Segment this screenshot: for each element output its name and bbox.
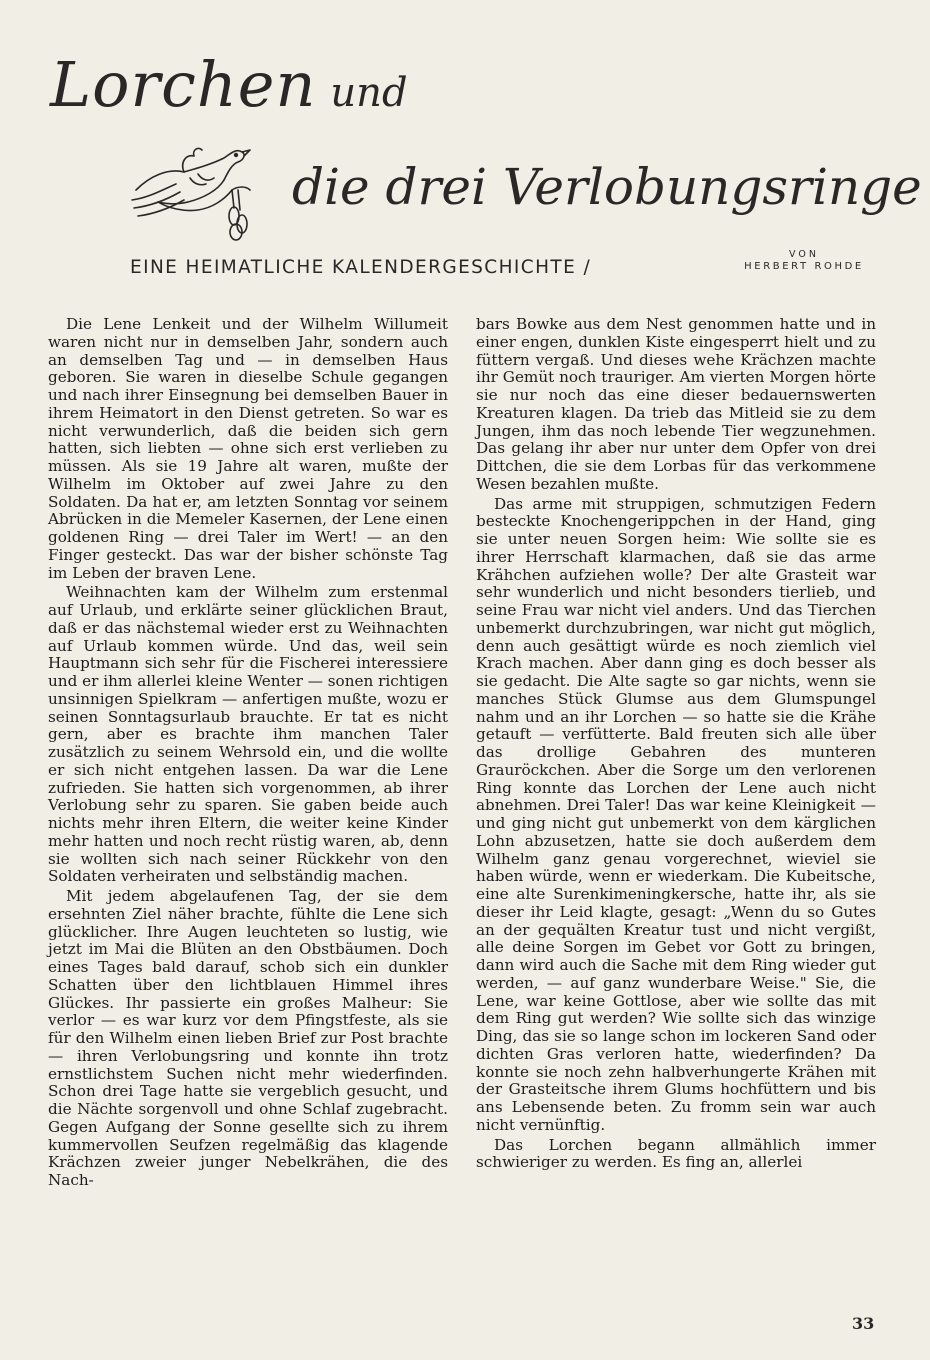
text-column-right (476, 316, 876, 1172)
paragraph: bars Bowke aus dem Nest genommen hatte und in einer engen, dunklen Kiste eingesperrt hielt und zu füttern vergaß. Und dieses wehe Krächzen machte ihr Gemüt noch trauriger. Am vierten Morgen hörte sie nur noch das eine dieser bedauernswerten Kreaturen klagen. Da trieb das Mitleid sie zu dem Jungen, ihm das noch lebende Tier wegzunehmen. Das gelang ihr aber nur unter dem Opfer von drei Dittchen, die sie dem Lorbas für das verkommene Wesen bezahlen mußte. (476, 315, 876, 493)
paragraph: Das Lorchen begann allmählich immer schwieriger zu werden. Es fing an, allerlei (476, 1135, 876, 1172)
byline-von: VON (789, 249, 819, 260)
title-lorchen: Lorchen (50, 48, 317, 121)
title-line-1 (50, 48, 408, 121)
title-line-2: die drei Verlobungsringe (292, 158, 922, 216)
paragraph: Weihnachten kam der Wilhelm zum erstenmal auf Urlaub, und erklärte seiner glücklichen Braut, daß er das nächstemal wieder erst zu Weihnachten auf Urlaub kommen würde. Und das, weil sein Hauptmann sich sehr für die Fischerei interessiere und er ihm allerlei kleine Wenter — sonen richtigen unsinnigen Spielkram — anfertigen mußte, wozu er seinen Sonntagsurlaub brauchte. Er tat es nicht gern, aber es brachte ihm manchen Taler zusätzlich zu seinem Wehrsold ein, und die wollte er sich nicht entgehen lassen. Da war die Lene zufrieden. Sie hatten sich vorgenommen, ab ihrer Verlobung sehr zu sparen. Sie gaben beide auch nichts mehr ihren Eltern, die weiter keine Kinder mehr hatten und noch recht rüstig waren, ab, denn sie wollten sich nach seiner Rückkehr von den Soldaten verheiraten und selbständig machen. (48, 583, 448, 886)
text-column-left (48, 316, 448, 1190)
paragraph: Mit jedem abgelaufenen Tag, der sie dem ersehnten Ziel näher brachte, fühlte die Lene sich glücklicher. Ihre Augen leuchteten so lustig, wie jetzt im Mai die Blüten an den Obstbäumen. Doch eines Tages bald darauf, schob sich ein dunkler Schatten über den lichtblauen Himmel ihres Glückes. Ihr passierte ein großes Malheur: Sie verlor — es war kurz vor dem Pfingstfeste, als sie für den Wilhelm einen lieben Brief zur Post brachte — ihren Verlobungsring und konnte ihn trotz ernstlichstem Suchen nicht mehr wiederfinden. Schon drei Tage hatte sie vergeblich gesucht, und die Nächte sorgenvoll und ohne Schlaf zugebracht. Gegen Aufgang der Sonne gesellte sich zu ihrem kummervollen Seufzen regelmäßig das klagende Krächzen zweier junger Nebelkrähen, die des Nach- (48, 887, 448, 1189)
author-name: HERBERT ROHDE (744, 261, 864, 272)
paragraph: Die Lene Lenkeit und der Wilhelm Willumeit waren nicht nur in demselben Jahr, sondern auch an demselben Tag und — in demselben Haus geboren. Sie waren in dieselbe Schule gegangen und nach ihrer Einsegnung bei demselben Bauer in ihrem Heimatort in den Dienst getreten. So war es nicht verwunderlich, daß die beiden sich gern hatten, sich liebten — ohne sich erst verlieben zu müssen. Als sie 19 Jahre alt waren, mußte der Wilhelm im Oktober auf zwei Jahre zu den Soldaten. Da hat er, am letzten Sonntag vor seinem Abrücken in die Memeler Kasernen, der Lene einen goldenen Ring — drei Taler im Wert! — an den Finger gesteckt. Das war der bisher schönste Tag im Leben der braven Lene. (48, 315, 448, 582)
dove-with-rings-icon (128, 128, 268, 246)
title-und: und (330, 70, 408, 116)
page-number: 33 (852, 1314, 875, 1333)
paragraph: Das arme mit struppigen, schmutzigen Federn besteckte Knochengerippchen in der Hand, ging sie unter neuen Sorgen heim: Wie sollte sie es ihrer Herrschaft klarmachen, daß sie das arme Krähchen aufziehen wolle? Der alte Grasteit war sehr wunderlich und nicht besonders tierlieb, und seine Frau war nicht viel anders. Und das Tierchen unbemerkt durchzubringen, war nicht gut möglich, denn auch gesättigt würde es noch ziemlich viel Krach machen. Aber dann ging es doch besser als sie gedacht. Die Alte sagte so gar nichts, wenn sie manches Stück Glumse aus dem Glumspungel nahm und an ihr Lorchen — so hatte sie die Krähe getauft — verfütterte. Bald freuten sich alle über das drollige Gebahren des munteren Grauröckchen. Aber die Sorge um den verlorenen Ring konnte das Lorchen der Lene auch nicht abnehmen. Drei Taler! Das war keine Kleinigkeit — und ging nicht gut unbemerkt von dem kärglichen Lohn abzusetzen, hatte sie doch außerdem dem Wilhelm ganz genau vorgerechnet, wieviel sie haben würde, wenn er wiederkam. Die Kubeitsche, eine alte Surenkimeningkersche, hatte ihr, als sie dieser ihr Leid klagte, gesagt: „Wenn du so Gutes an der gequälten Kreatur tust und nicht vergißt, alle deine Sorgen im Gebet vor Gott zu bringen, dann wird auch die Sache mit dem Ring wieder gut werden, — auf ganz wunderbare Weise." Sie, die Lene, war keine Gottlose, aber wie sollte das mit dem Ring gut werden? Wie sollte sich das winzige Ding, das sie so lange schon im lockeren Sand oder dichten Gras verloren hatte, wiederfinden? Da konnte sie noch zehn halbverhungerte Krähen mit der Grasteitsche ihrem Glums hochfüttern und bis ans Lebensende beten. Zu fromm sein war auch nicht vernünftig. (476, 494, 876, 1134)
article-subtitle: EINE HEIMATLICHE KALENDERGESCHICHTE / (130, 257, 592, 278)
author-byline (726, 249, 882, 272)
